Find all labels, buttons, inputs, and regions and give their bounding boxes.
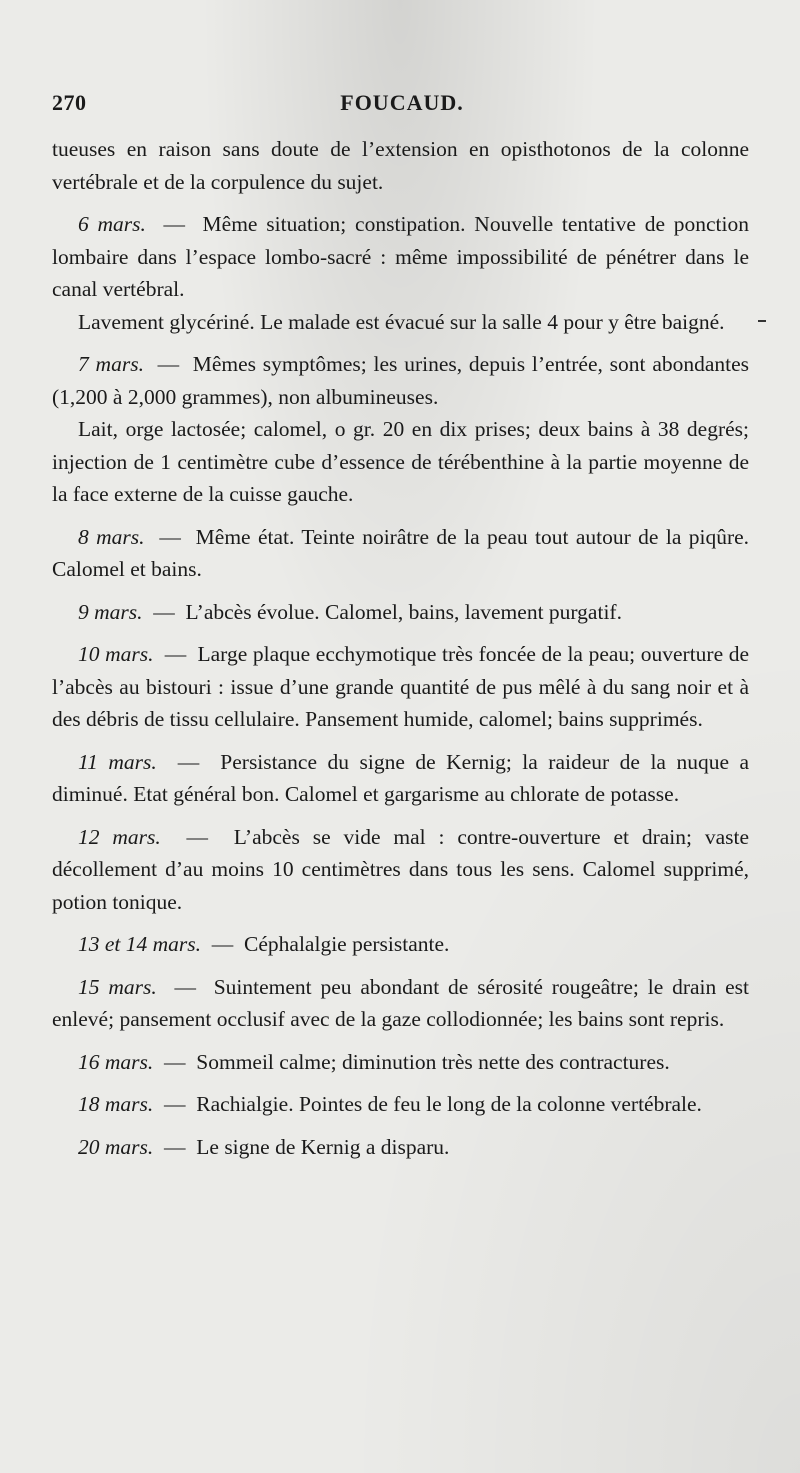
entry-date: 16 mars. [78, 1049, 154, 1074]
margin-mark [758, 320, 766, 322]
diary-entry [52, 971, 749, 1036]
entry-text: Le signe de Kernig a disparu. [196, 1134, 450, 1159]
entry-text: Mêmes symptômes; les urines, depuis l’entrée, sont abondantes (1,200 à 2,000 grammes), non albumineuses. [52, 352, 750, 409]
entry-date: 10 mars. [78, 642, 154, 666]
entry-text: Large plaque ecchymotique très foncée de la peau; ouverture de l’abcès au bistouri : issue d’une grande quantité de pus mêlé à du sang noir et à des débris de tissu cellulaire. Pansement humide, calomel; bains supprimés. [52, 642, 750, 731]
entry-date: 12 mars. [78, 824, 161, 849]
paragraph-text: Lavement glycériné. Le malade est évacué sur la salle 4 pour y être baigné. [78, 309, 725, 334]
page-header [52, 90, 752, 120]
em-dash: — [164, 1092, 186, 1116]
diary-entry [52, 638, 749, 736]
entry-text: Céphalalgie persistante. [244, 932, 450, 956]
entry-text: Même situation; constipation. Nouvelle tentative de ponction lombaire dans l’espace lombo-sacré : même impossibilité de pénétrer dans le canal vertébral. [52, 212, 750, 301]
em-dash: — [164, 642, 187, 666]
em-dash: — [157, 352, 180, 376]
diary-entry [52, 821, 749, 919]
entry-text: Persistance du signe de Kernig; la raideur de la nuque a diminué. Etat général bon. Calomel et gargarisme au chlorate de potasse. [52, 749, 750, 806]
entry-date: 13 et 14 mars. [78, 932, 202, 956]
body-text [52, 133, 749, 1163]
diary-entry [52, 521, 749, 586]
diary-entry [52, 596, 749, 629]
entry-text: L’abcès évolue. Calomel, bains, lavement purgatif. [185, 599, 622, 624]
entry-text: Suintement peu abondant de sérosité rougeâtre; le drain est enlevé; pansement occlusif avec de la gaze collodionnée; les bains sont repris. [52, 974, 750, 1031]
paragraph [52, 413, 749, 511]
diary-entry [52, 928, 749, 961]
entry-date: 18 mars. [78, 1092, 154, 1116]
em-dash: — [164, 1134, 186, 1159]
entry-text: L’abcès se vide mal : contre-ouverture et drain; vaste décollement d’au moins 10 centimètres dans tous les sens. Calomel supprimé, potion tonique. [52, 824, 750, 914]
paragraph [52, 133, 749, 198]
entry-date: 9 mars. [78, 599, 143, 624]
page-number: 270 [52, 90, 87, 115]
em-dash: — [159, 524, 181, 549]
running-title: FOUCAUD. [340, 90, 464, 115]
entry-date: 15 mars. [78, 974, 157, 999]
entry-date: 20 mars. [78, 1134, 154, 1159]
entry-date: 11 mars. [78, 749, 157, 774]
em-dash: — [186, 824, 209, 849]
diary-entry [52, 746, 749, 811]
diary-entry [52, 348, 749, 413]
entry-text: Rachialgie. Pointes de feu le long de la colonne vertébrale. [196, 1092, 702, 1116]
em-dash: — [164, 1049, 186, 1074]
entry-text: Même état. Teinte noirâtre de la peau tout autour de la piqûre. Calomel et bains. [52, 524, 750, 581]
entry-text: Sommeil calme; diminution très nette des contractures. [196, 1049, 670, 1074]
em-dash: — [211, 932, 234, 956]
em-dash: — [163, 212, 185, 236]
entry-date: 8 mars. [78, 524, 145, 549]
diary-entry [52, 1046, 749, 1079]
paragraph [52, 306, 749, 339]
em-dash: — [177, 749, 200, 774]
em-dash: — [153, 599, 175, 624]
diary-entry [52, 1131, 749, 1164]
paragraph-text: tueuses en raison sans doute de l’extension en opisthotonos de la colonne vertébrale et de la corpulence du sujet. [52, 137, 749, 194]
entry-date: 7 mars. [78, 352, 144, 376]
diary-entry [52, 208, 749, 306]
paragraph-text: Lait, orge lactosée; calomel, o gr. 20 en dix prises; deux bains à 38 degrés; injection de 1 centimètre cube d’essence de térébenthine à la partie moyenne de la face externe de la cuisse gauche. [52, 417, 749, 506]
entry-date: 6 mars. [78, 212, 146, 236]
em-dash: — [174, 974, 196, 999]
diary-entry [52, 1088, 749, 1121]
